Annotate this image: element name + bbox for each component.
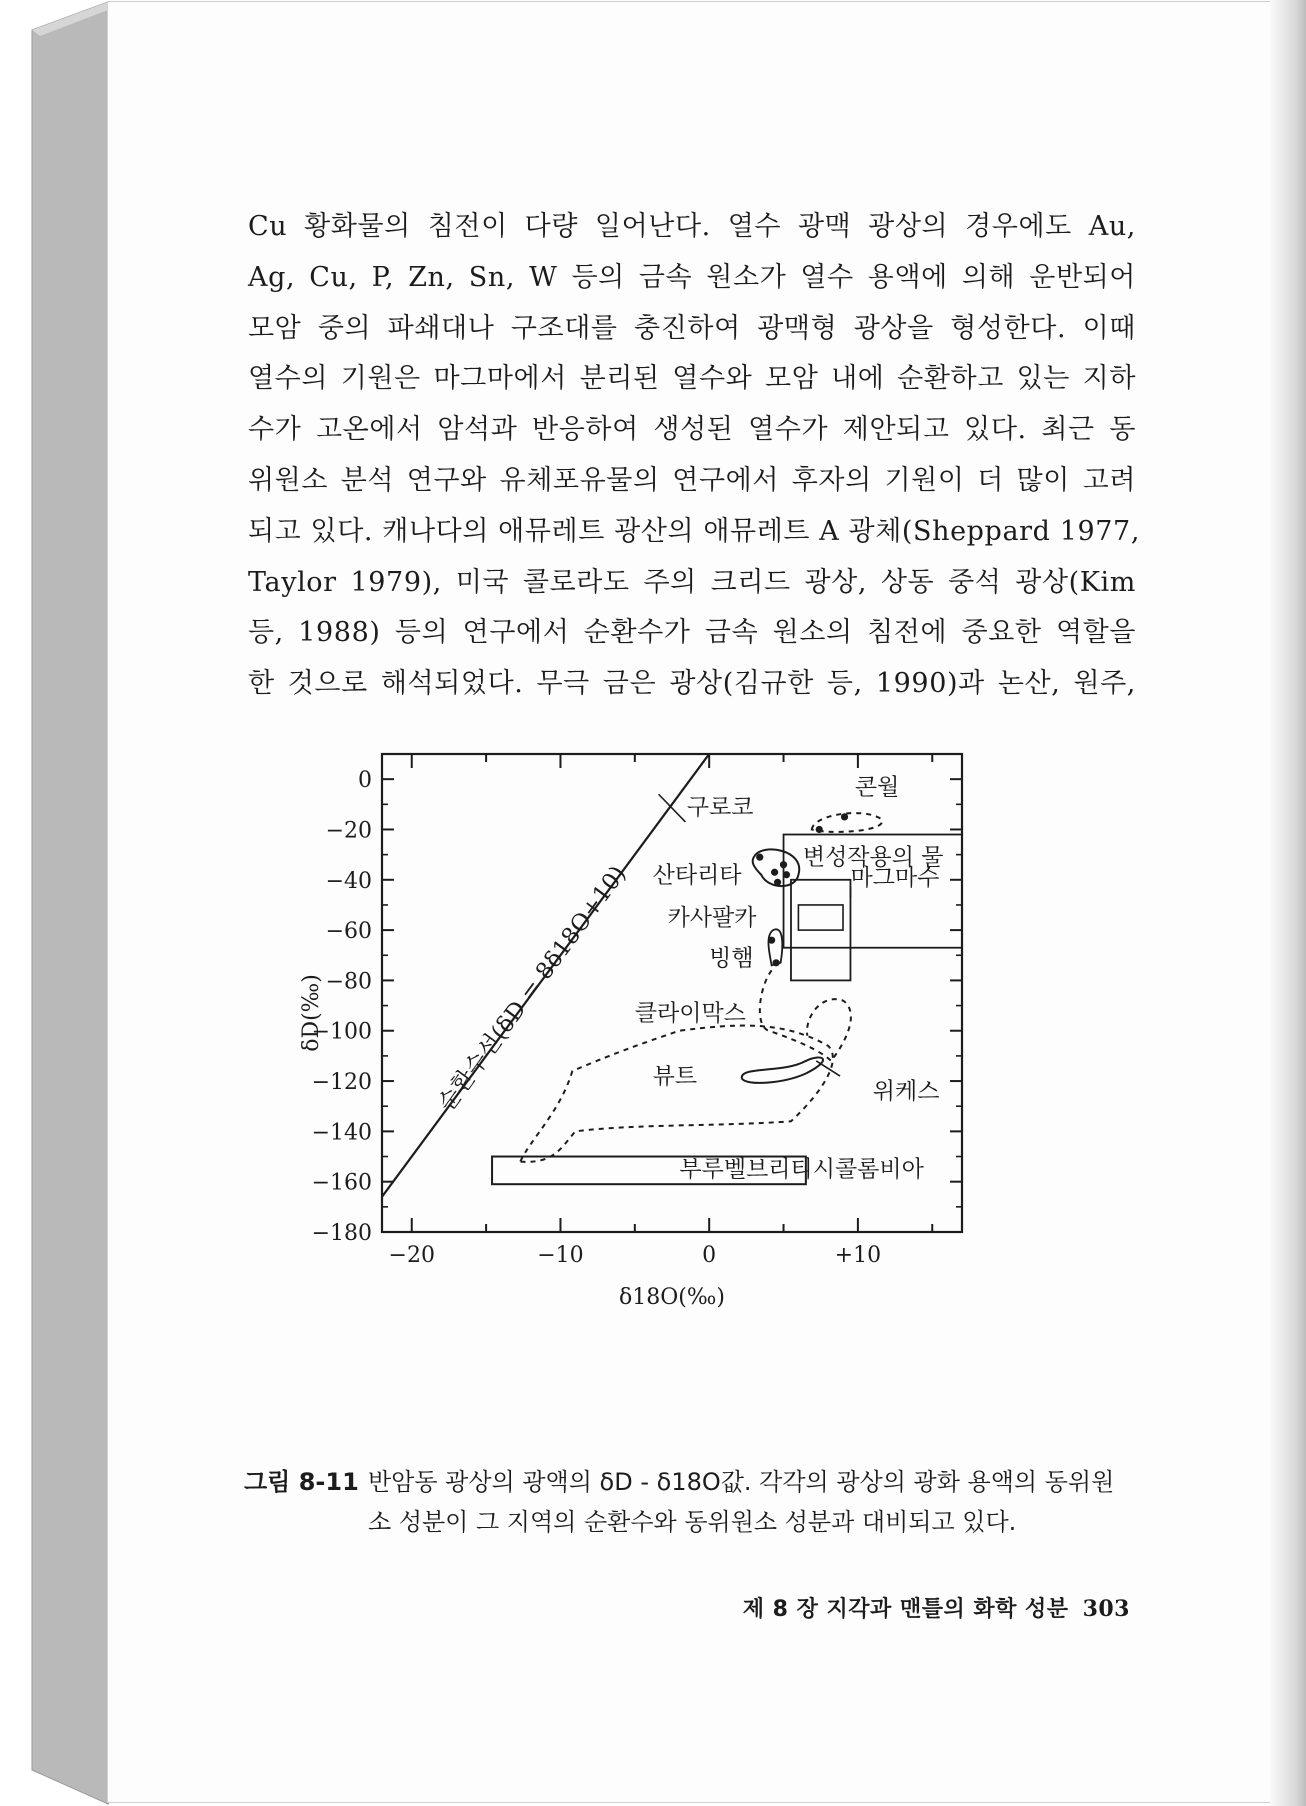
y-tick-label: −20 (325, 818, 372, 844)
y-tick-label: −80 (325, 969, 372, 995)
box-label: 마그마수 (850, 864, 940, 891)
body-line: 등, 1988) 등의 연구에서 순환수가 금속 원소의 침전에 중요한 역할을 (248, 617, 1136, 649)
field-box-inner (798, 905, 843, 930)
data-point (768, 937, 775, 944)
page-number: 303 (1082, 1596, 1130, 1622)
data-point (773, 959, 780, 966)
y-tick-label: −180 (311, 1221, 372, 1246)
isotope-figure (300, 750, 1080, 1430)
y-axis-label: δD(‰) (300, 974, 324, 1052)
dD-d18O-chart (300, 750, 1080, 1430)
y-tick-label: −100 (311, 1019, 372, 1045)
y-tick-label: 0 (358, 768, 372, 794)
field-label: 구로코 (686, 794, 754, 821)
body-paragraph (248, 202, 1141, 710)
meteoric-line-label: 순환수선(δD = 8δ18O+10) (433, 861, 632, 1117)
data-point (841, 813, 848, 820)
body-line: Ag, Cu, P, Zn, Sn, W 등의 금속 원소가 열수 용액에 의해 운반되어 (248, 261, 1136, 293)
field-label: 위케스 (872, 1078, 940, 1105)
field-label: 클라이막스 (634, 1000, 746, 1027)
body-line: Cu 황화물의 침전이 다량 일어난다. 열수 광맥 광상의 경우에도 Au, (248, 211, 1136, 242)
data-point (771, 869, 778, 876)
x-tick-label: −10 (537, 1243, 584, 1268)
body-line: 되고 있다. 캐나다의 애뮤레트 광산의 애뮤레트 A 광체(Sheppard 1977, (248, 515, 1141, 547)
y-tick-label: −40 (325, 868, 372, 894)
data-point (756, 854, 763, 861)
field-label: 뷰트 (652, 1063, 698, 1090)
field-label: 콘월 (854, 774, 900, 801)
x-axis-label: δ18O(‰) (619, 1285, 725, 1310)
y-tick-label: −120 (311, 1070, 372, 1096)
data-point (783, 871, 790, 878)
field-butte (742, 1057, 823, 1082)
field-climax (760, 970, 851, 1061)
x-tick-label: −20 (388, 1243, 435, 1268)
box-label: 변성작용의 물 (802, 844, 944, 871)
x-tick-label: +10 (834, 1243, 882, 1268)
field-label: 빙햄 (709, 945, 754, 972)
body-line: 한 것으로 해석되었다. 무극 금은 광상(김규한 등, 1990)과 논산, 원주, (248, 668, 1136, 700)
field-envelope (520, 1026, 833, 1162)
figure-caption (244, 1462, 1144, 1542)
caption-label: 그림 8-11 (244, 1468, 359, 1496)
y-tick-label: −160 (311, 1170, 372, 1196)
field-label: 부루벨브리티시콜롬비아 (679, 1156, 924, 1183)
body-line: 위원소 분석 연구와 유체포유물의 연구에서 후자의 기원이 더 많이 고려 (248, 464, 1136, 496)
data-point (780, 861, 787, 868)
body-line: 모암 중의 파쇄대나 구조대를 충진하여 광맥형 광상을 형성한다. 이때 (248, 312, 1136, 344)
data-point (816, 826, 823, 833)
body-line: Taylor 1979), 미국 콜로라도 주의 크리드 광상, 상동 중석 광상(Kim (248, 566, 1136, 598)
field-label: 산타리타 (652, 862, 742, 889)
page-edge-shadow (1270, 0, 1306, 1806)
page-footer (743, 1592, 1130, 1623)
x-tick-label: 0 (702, 1243, 717, 1268)
caption-line-1: 반암동 광상의 광액의 δD - δ18O값. 각각의 광상의 광화 용액의 동위원 (368, 1468, 1115, 1496)
chapter-title: 제 8 장 지각과 맨틀의 화학 성분 (742, 1597, 1069, 1622)
y-tick-label: −140 (311, 1120, 372, 1146)
y-tick-label: −60 (325, 919, 372, 945)
body-line: 수가 고온에서 암석과 반응하여 생성된 열수가 제안되고 있다. 최근 동 (248, 414, 1136, 446)
body-line: 열수의 기원은 마그마에서 분리된 열수와 모암 내에 순환하고 있는 지하 (248, 363, 1136, 395)
caption-line-2: 소 성분이 그 지역의 순환수와 동위원소 성분과 대비되고 있다. (368, 1508, 1017, 1536)
field-label: 카사팔카 (667, 905, 757, 932)
data-point (774, 879, 781, 886)
